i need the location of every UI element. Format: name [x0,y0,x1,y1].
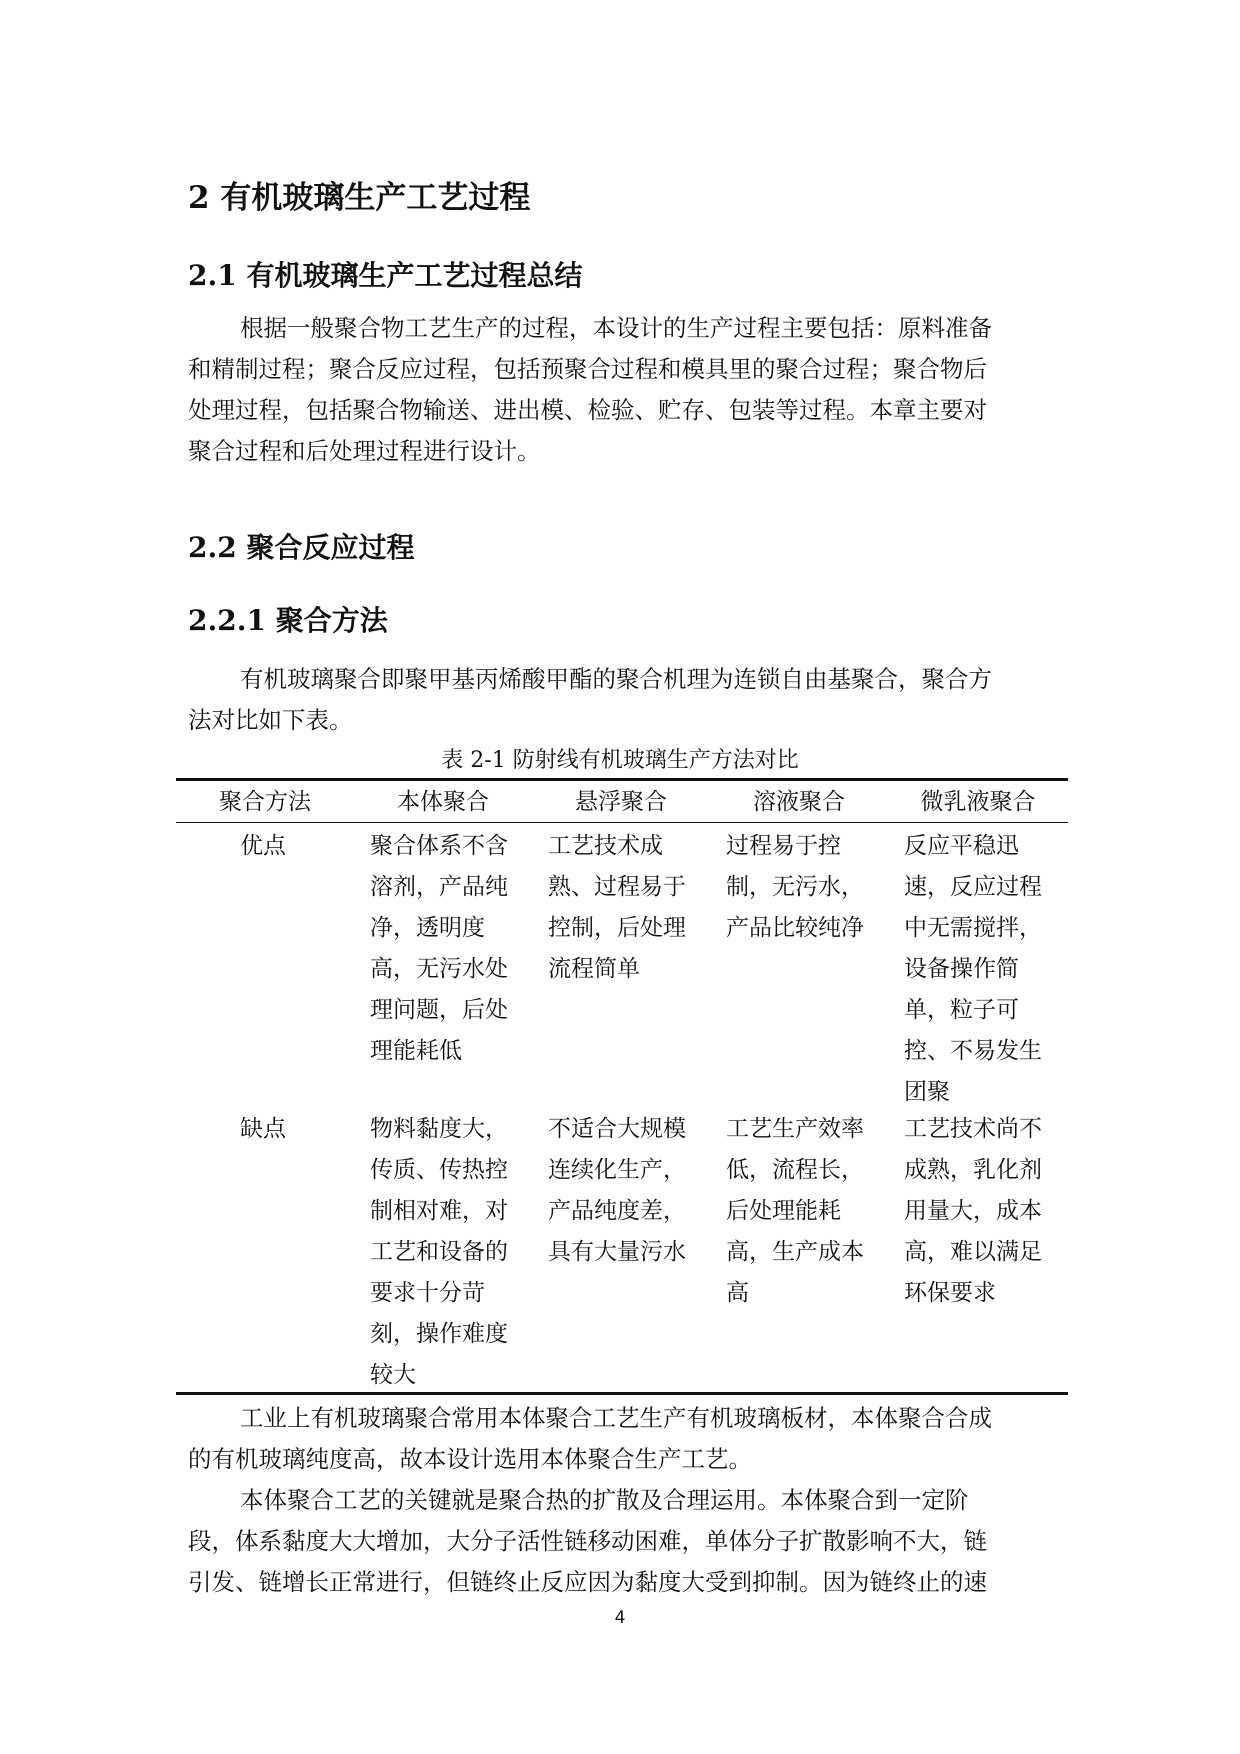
cell-line: 溶剂，产品纯 [370,874,508,900]
cell-line: 控、不易发生 [904,1038,1042,1064]
table-bottom-rule [176,1392,1068,1395]
table-row-label: 缺点 [240,1116,286,1142]
cell-line: 工艺生产效率 [726,1116,864,1142]
cell-line: 工艺和设备的 [370,1239,508,1265]
section-2-2-heading: 2.2 聚合反应过程 [188,531,415,564]
table-cell [726,826,864,949]
table-row-label: 优点 [240,833,286,859]
table-caption: 表 2-1 防射线有机玻璃生产方法对比 [441,748,799,773]
cell-line: 较大 [370,1362,416,1388]
paragraph-line: 本体聚合工艺的关键就是聚合热的扩散及合理运用。本体聚合到一定阶 [240,1486,969,1514]
table-header-cell: 聚合方法 [219,789,311,815]
paragraph-line: 和精制过程；聚合反应过程，包括预聚合过程和模具里的聚合过程；聚合物后 [188,355,987,383]
table-top-rule [176,778,1068,781]
paragraph-line: 有机玻璃聚合即聚甲基丙烯酸甲酯的聚合机理为连锁自由基聚合，聚合方 [240,665,992,693]
cell-line: 成熟，乳化剂 [904,1157,1042,1183]
table-cell [548,826,686,990]
cell-line: 团聚 [904,1079,950,1105]
cell-line: 要求十分苛 [370,1280,485,1306]
cell-line: 高，无污水处 [370,956,508,982]
paragraph-line: 根据一般聚合物工艺生产的过程，本设计的生产过程主要包括：原料准备 [240,314,992,342]
section-2-1-paragraph [188,308,1056,472]
cell-line: 反应平稳迅 [904,833,1019,859]
cell-line: 产品纯度差， [548,1198,686,1224]
table-header-cell: 溶液聚合 [753,789,845,815]
table-cell [548,1109,686,1273]
paragraph-line: 的有机玻璃纯度高，故本设计选用本体聚合生产工艺。 [188,1445,752,1473]
after-table-paragraph-2 [188,1480,1056,1603]
paragraph-line: 段，体系黏度大大增加，大分子活性链移动困难，单体分子扩散影响不大，链 [188,1527,987,1555]
cell-line: 具有大量污水 [548,1239,686,1265]
cell-line: 工艺技术成 [548,833,663,859]
cell-line: 速，反应过程 [904,874,1042,900]
cell-line: 过程易于控 [726,833,841,859]
table-header-cell: 本体聚合 [397,789,489,815]
cell-line: 低，流程长， [726,1157,864,1183]
cell-line: 刻，操作难度 [370,1321,508,1347]
cell-line: 净，透明度 [370,915,485,941]
section-2-2-1-heading: 2.2.1 聚合方法 [188,604,388,637]
cell-line: 聚合体系不含 [370,833,508,859]
cell-line: 不适合大规模 [548,1116,686,1142]
cell-line: 制相对难，对 [370,1198,508,1224]
table-cell [370,1109,508,1396]
cell-line: 中无需搅拌， [904,915,1042,941]
cell-line: 后处理能耗 [726,1198,841,1224]
paragraph-line: 聚合过程和后处理过程进行设计。 [188,437,541,465]
cell-line: 理能耗低 [370,1038,462,1064]
cell-line: 高，生产成本 [726,1239,864,1265]
paragraph-line: 引发、链增长正常进行，但链终止反应因为黏度大受到抑制。因为链终止的速 [188,1568,987,1596]
cell-line: 连续化生产， [548,1157,686,1183]
paragraph-line: 法对比如下表。 [188,706,353,734]
cell-line: 理问题，后处 [370,997,508,1023]
section-2-2-1-paragraph [188,659,1056,741]
cell-line: 制，无污水， [726,874,864,900]
cell-line: 产品比较纯净 [726,915,864,941]
table-cell [904,1109,1042,1314]
cell-line: 高，难以满足 [904,1239,1042,1265]
cell-line: 物料黏度大， [370,1116,508,1142]
cell-line: 熟、过程易于 [548,874,686,900]
cell-line: 设备操作简 [904,956,1019,982]
table-header-cell: 悬浮聚合 [575,789,667,815]
paragraph-line: 处理过程，包括聚合物输送、进出模、检验、贮存、包装等过程。本章主要对 [188,396,987,424]
cell-line: 单，粒子可 [904,997,1019,1023]
cell-line: 控制，后处理 [548,915,686,941]
table-cell [904,826,1042,1113]
cell-line: 高 [726,1280,749,1306]
table-header-cell: 微乳液聚合 [920,789,1036,815]
chapter-heading: 2 有机玻璃生产工艺过程 [188,180,531,216]
table-header-rule [176,822,1068,823]
after-table-paragraph-1 [188,1398,1056,1480]
table-cell [370,826,508,1072]
section-2-1-heading: 2.1 有机玻璃生产工艺过程总结 [188,259,583,292]
cell-line: 工艺技术尚不 [904,1116,1042,1142]
cell-line: 传质、传热控 [370,1157,508,1183]
table-cell [726,1109,864,1314]
paragraph-line: 工业上有机玻璃聚合常用本体聚合工艺生产有机玻璃板材，本体聚合合成 [240,1404,992,1432]
cell-line: 环保要求 [904,1280,996,1306]
cell-line: 流程简单 [548,956,640,982]
page-number: 4 [614,1608,626,1628]
cell-line: 用量大，成本 [904,1198,1042,1224]
